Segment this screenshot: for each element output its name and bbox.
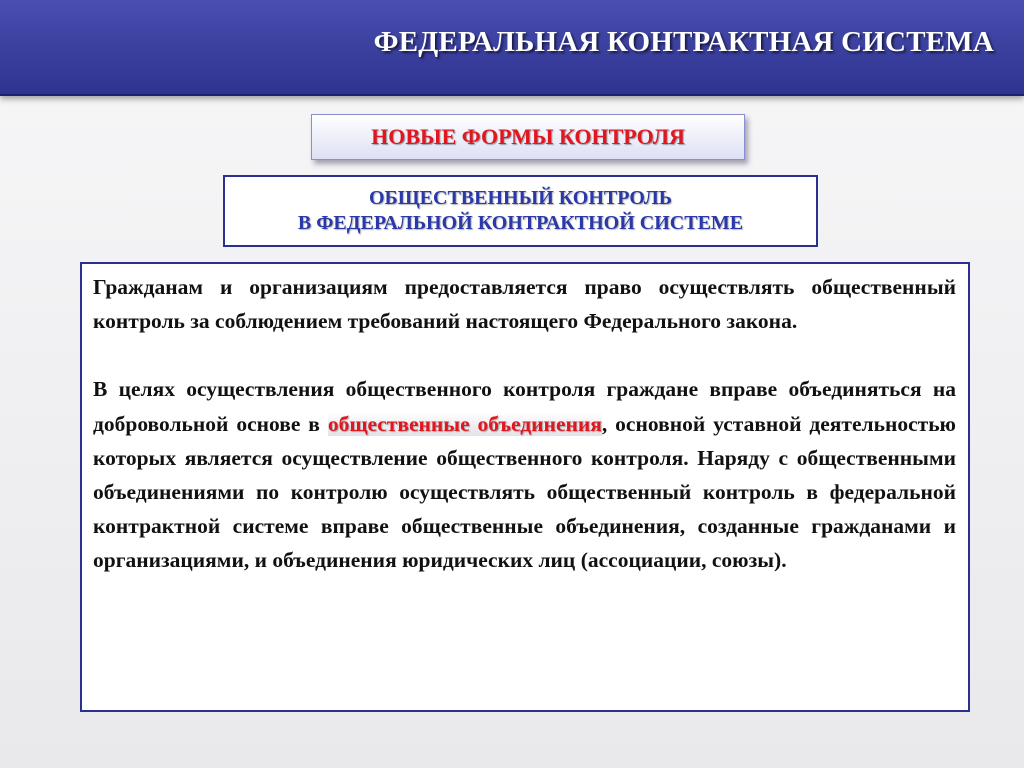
paragraph-associations-before: В целях осуществления общественного контроля граждане вправе объединяться на добровольной основе в [93, 377, 956, 436]
section-heading-box [223, 175, 818, 247]
header-bar [0, 0, 1024, 96]
page-title: ФЕДЕРАЛЬНАЯ КОНТРАКТНАЯ СИСТЕМА [373, 26, 994, 58]
content-box [80, 262, 970, 712]
subtitle-box [311, 114, 745, 160]
subtitle-text: НОВЫЕ ФОРМЫ КОНТРОЛЯ [371, 124, 685, 149]
highlighted-term: общественные объединения [327, 411, 602, 436]
paragraph-rights: Гражданам и организациям предоставляется право осуществлять общественный контроль за соблюдением требований настоящего Федерального закона. [93, 275, 956, 334]
paragraph-associations [93, 372, 956, 577]
section-heading-line-2: В ФЕДЕРАЛЬНОЙ КОНТРАКТНОЙ СИСТЕМЕ [297, 212, 744, 234]
section-heading-line-1: ОБЩЕСТВЕННЫЙ КОНТРОЛЬ [368, 187, 673, 209]
paragraph-associations-after: , основной уставной деятельностью которых является осуществление общественного контроля. Наряду с общественными объединениями по контролю осуществлять общественный контроль в федеральной контрактной системе вправе общественные объединения, созданные гражданами и организациями, и объединения юридических лиц (ассоциации, союзы). [93, 411, 956, 573]
